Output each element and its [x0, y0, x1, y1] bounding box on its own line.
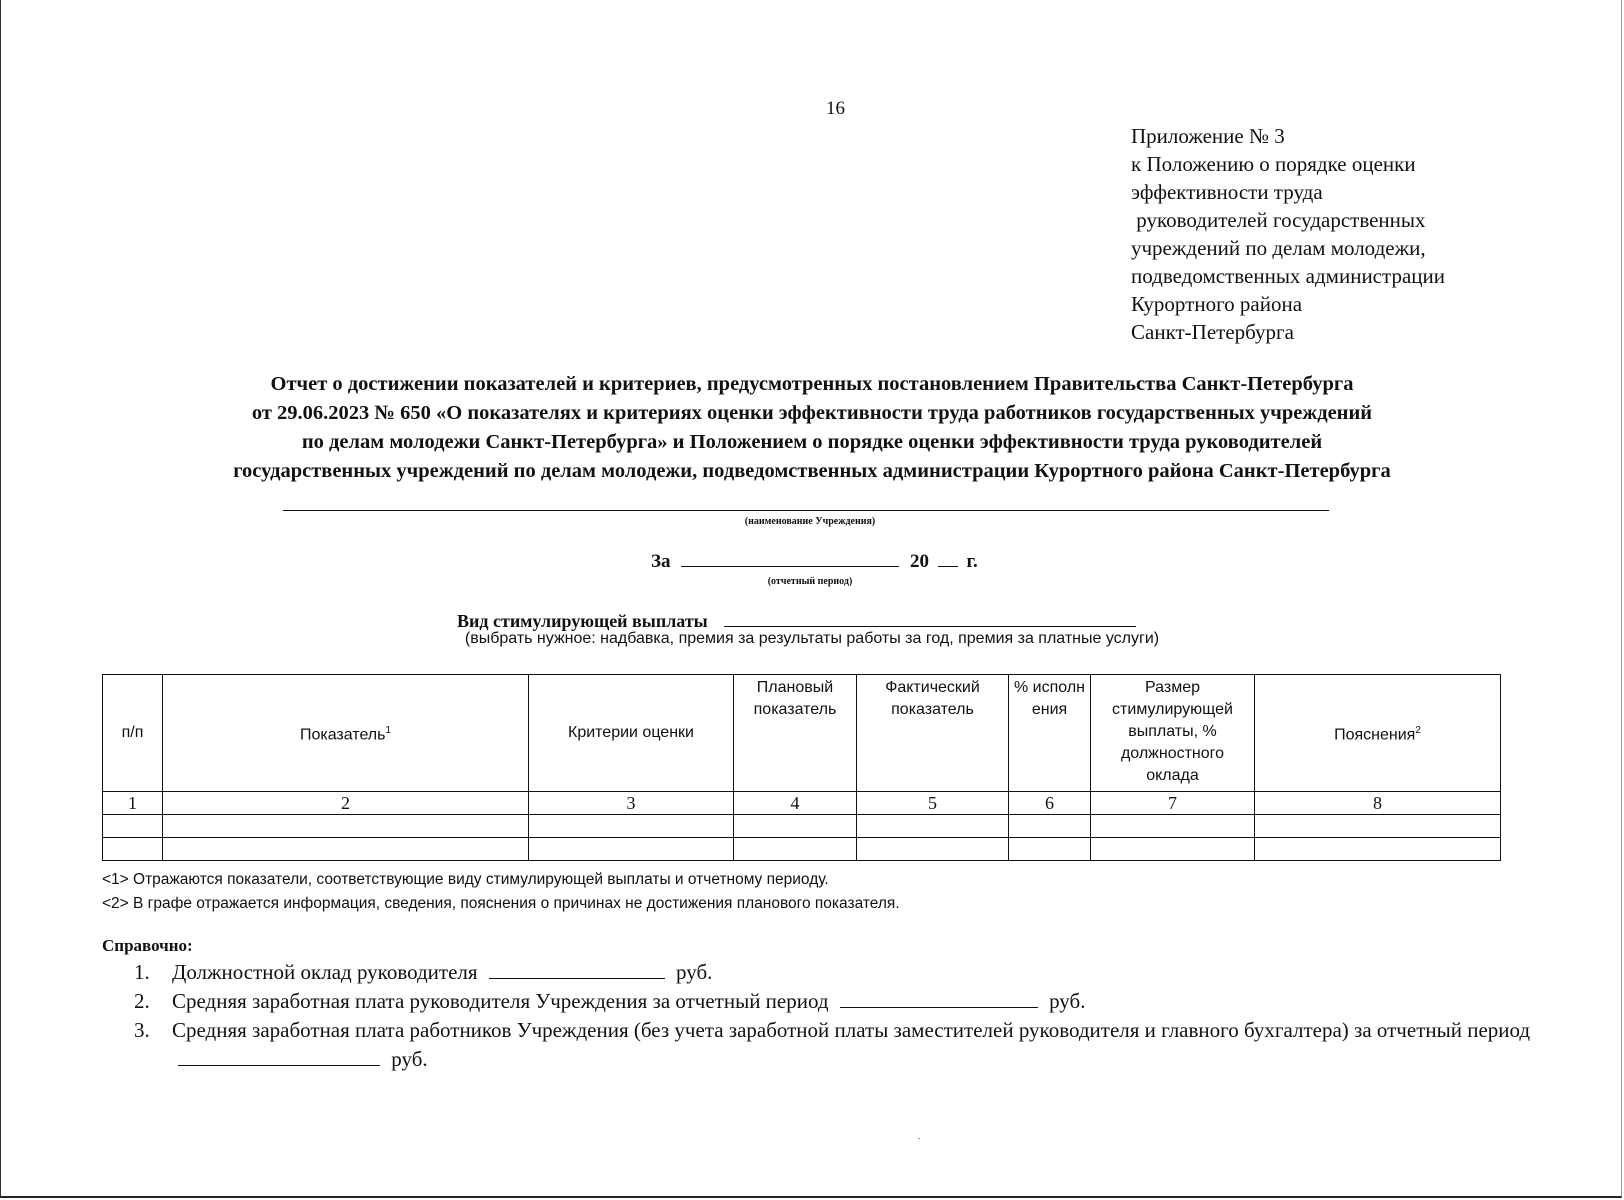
appendix-line: Курортного района [1131, 292, 1303, 316]
reference-list [134, 958, 1534, 1074]
table-cell[interactable] [857, 838, 1009, 861]
footnote-ref: 1 [385, 724, 392, 736]
head-average-salary-field[interactable] [840, 989, 1038, 1008]
table-cell[interactable] [1255, 815, 1501, 838]
table-row [103, 815, 1501, 838]
payment-type-label: Вид стимулирующей выплаты [457, 611, 708, 631]
year-suffix: г. [966, 551, 978, 572]
payment-type-field[interactable] [724, 608, 1136, 627]
table-cell[interactable] [734, 815, 857, 838]
title-line: по делам молодежи Санкт-Петербурга» и Положением о порядке оценки эффективности труда руководителей [301, 431, 1323, 453]
list-item [134, 987, 1534, 1016]
period-row [651, 548, 978, 573]
appendix-line: к Положению о порядке оценки [1131, 152, 1416, 176]
appendix-line: Приложение № 3 [1131, 124, 1285, 148]
column-number-row [103, 792, 1501, 815]
header-cell: п/п [103, 675, 163, 792]
column-number: 2 [163, 792, 529, 815]
header-cell: Фактический показатель [857, 675, 1009, 792]
table-cell[interactable] [734, 838, 857, 861]
year-field[interactable] [938, 548, 958, 567]
report-title [60, 370, 1564, 486]
table-cell[interactable] [1009, 815, 1091, 838]
header-cell: Размер стимулирующей выплаты, % должностного оклада [1091, 675, 1255, 792]
payment-type-hint: (выбрать нужное: надбавка, премия за результаты работы за год, премия за платные услуги) [464, 630, 1160, 647]
column-number: 6 [1009, 792, 1091, 815]
footnote: <2> В графе отражается информация, сведения, пояснения о причинах не достижения планового показателя. [102, 895, 900, 912]
header-notes: Пояснения [1334, 726, 1416, 744]
table-cell[interactable] [1255, 838, 1501, 861]
scan-artifact [918, 1138, 920, 1139]
list-number: 1. [134, 960, 150, 984]
header-cell [1255, 675, 1501, 792]
page-number: 16 [826, 98, 845, 119]
year-prefix: 20 [910, 551, 930, 572]
column-number: 4 [734, 792, 857, 815]
staff-average-salary-field[interactable] [178, 1047, 380, 1066]
table-cell[interactable] [163, 815, 529, 838]
report-table [102, 674, 1501, 861]
title-line: Отчет о достижении показателей и критериев, предусмотренных постановлением Правительства Санкт-Петербурга [270, 373, 1354, 395]
list-item [134, 1016, 1534, 1074]
table-cell[interactable] [529, 838, 734, 861]
appendix-block [1131, 122, 1591, 346]
payment-type-row [457, 608, 1136, 632]
title-line: государственных учреждений по делам молодежи, подведомственных администрации Курортного района Санкт-Петербурга [233, 460, 1391, 482]
table-cell[interactable] [1091, 838, 1255, 861]
column-number: 5 [857, 792, 1009, 815]
header-cell: Критерии оценки [529, 675, 734, 792]
header-cell: % исполнения [1009, 675, 1091, 792]
footnote: <1> Отражаются показатели, соответствующие виду стимулирующей выплаты и отчетному периоду. [102, 871, 829, 888]
footnote-ref: 2 [1415, 724, 1421, 736]
institution-caption: (наименование Учреждения) [744, 516, 876, 527]
column-number: 7 [1091, 792, 1255, 815]
header-indicator: Показатель [299, 726, 386, 744]
table-row [103, 838, 1501, 861]
list-number: 3. [134, 1018, 150, 1042]
list-item [134, 958, 1534, 987]
appendix-line: подведомственных администрации [1131, 264, 1445, 288]
period-field[interactable] [681, 548, 899, 567]
column-number: 8 [1255, 792, 1501, 815]
appendix-line: Санкт-Петербурга [1131, 320, 1294, 344]
column-number: 1 [103, 792, 163, 815]
reference-unit: руб. [676, 960, 713, 984]
footnotes [102, 868, 900, 916]
table-cell[interactable] [163, 838, 529, 861]
institution-name-field[interactable] [283, 510, 1329, 511]
salary-field[interactable] [489, 960, 665, 979]
table-header-row [103, 675, 1501, 792]
appendix-line: руководителей государственных [1131, 208, 1426, 232]
reference-unit: руб. [1049, 989, 1086, 1013]
title-line: от 29.06.2023 № 650 «О показателях и критериях оценки эффективности труда работников государственных учреждений [251, 402, 1373, 424]
appendix-line: эффективности труда [1131, 180, 1323, 204]
reference-label: Справочно: [102, 936, 193, 955]
header-cell: Плановый показатель [734, 675, 857, 792]
appendix-line: учреждений по делам молодежи, [1131, 236, 1426, 260]
reference-text: Средняя заработная плата руководителя Учреждения за отчетный период [172, 989, 829, 1013]
table-cell[interactable] [103, 838, 163, 861]
list-number: 2. [134, 989, 150, 1013]
reference-text: Должностной оклад руководителя [172, 960, 478, 984]
header-cell [163, 675, 529, 792]
table-cell[interactable] [1091, 815, 1255, 838]
column-number: 3 [529, 792, 734, 815]
period-caption: (отчетный период) [767, 576, 853, 587]
reference-unit: руб. [391, 1047, 428, 1071]
reference-text: Средняя заработная плата работников Учреждения (без учета заработной платы заместителей руководителя и главного бухгалтера) за отчетный период [172, 1018, 1531, 1042]
table-cell[interactable] [103, 815, 163, 838]
table-cell[interactable] [857, 815, 1009, 838]
period-prefix: За [651, 551, 671, 572]
table-cell[interactable] [529, 815, 734, 838]
table-cell[interactable] [1009, 838, 1091, 861]
